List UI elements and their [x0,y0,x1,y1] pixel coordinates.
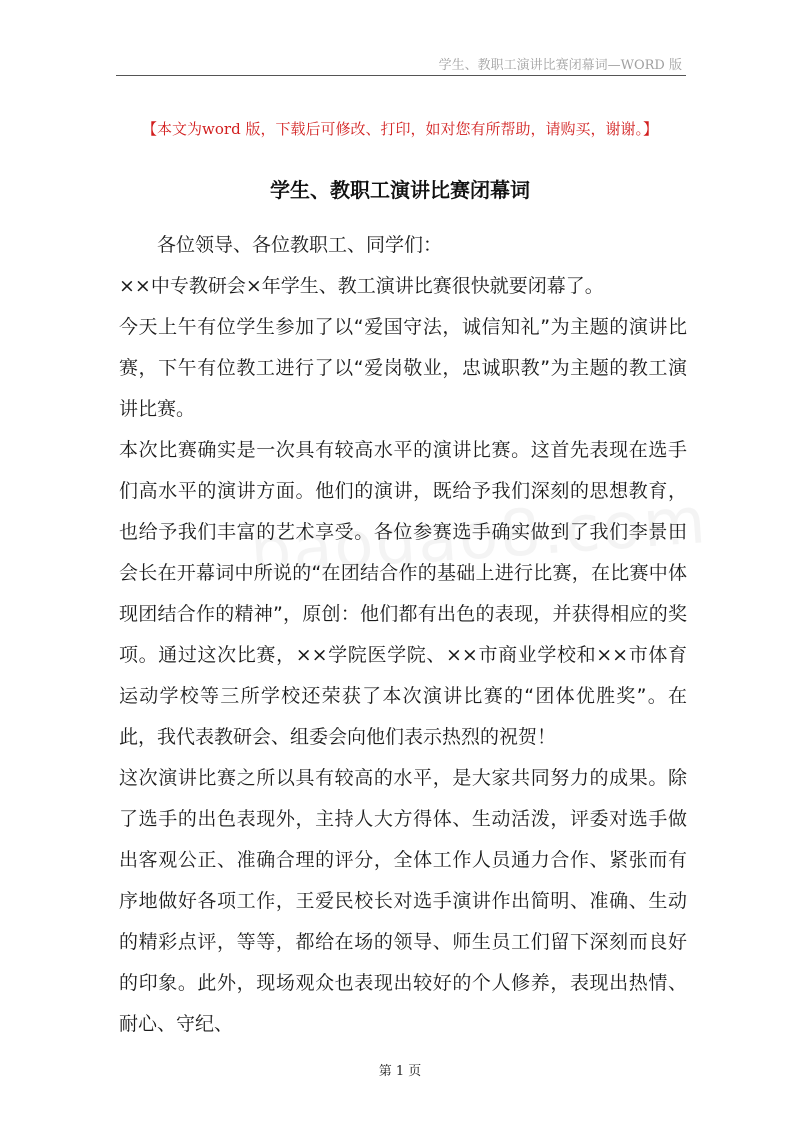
salutation-paragraph: 各位领导、各位教职工、同学们： [157,234,443,256]
body-paragraph: 本次比赛确实是一次具有较高水平的演讲比赛。这首先表现在选手们高水平的演讲方面。他们的演讲，既给予我们深刻的思想教育，也给予我们丰富的艺术享受。各位参赛选手确实做到了我们李景田会长在开幕词中所说的“在团结合作的基础上进行比赛，在比赛中体现团结合作的精神”，原创：他们都有出色的表现，并获得相应的奖项。通过这次比赛，××学院医学院、××市商业学校和××市体育运动学校等三所学校还荣获了本次演讲比赛的“团体优胜奖”。在此，我代表教研会、组委会向他们表示热烈的祝贺！ [119,439,687,748]
body-paragraph: ××中专教研会×年学生、教工演讲比赛很快就要闭幕了。 [119,275,604,297]
running-header: 学生、教职工演讲比赛闭幕词—WORD 版 [438,58,682,73]
document-body [119,225,687,1045]
body-paragraph: 这次演讲比赛之所以具有较高的水平，是大家共同努力的成果。除了选手的出色表现外，主持人大方得体、生动活泼，评委对选手做出客观公正、准确合理的评分，全体工作人员通力合作、紧张而有序地做好各项工作，王爱民校长对选手演讲作出简明、准确、生动的精彩点评，等等，都给在场的领导、师生员工们留下深刻而良好的印象。此外，现场观众也表现出较好的个人修养，表现出热情、耐心、守纪、 [119,767,687,1035]
page-number: 第 1 页 [378,1064,422,1079]
body-paragraph: 今天上午有位学生参加了以“爱国守法，诚信知礼”为主题的演讲比赛，下午有位教工进行了以“爱岗敬业，忠诚职教”为主题的教工演讲比赛。 [119,316,687,420]
header-divider [116,75,686,76]
purchase-notice: 【本文为word 版，下载后可修改、打印，如对您有所帮助，请购买，谢谢。】 [142,120,658,138]
document-title: 学生、教职工演讲比赛闭幕词 [270,178,530,202]
